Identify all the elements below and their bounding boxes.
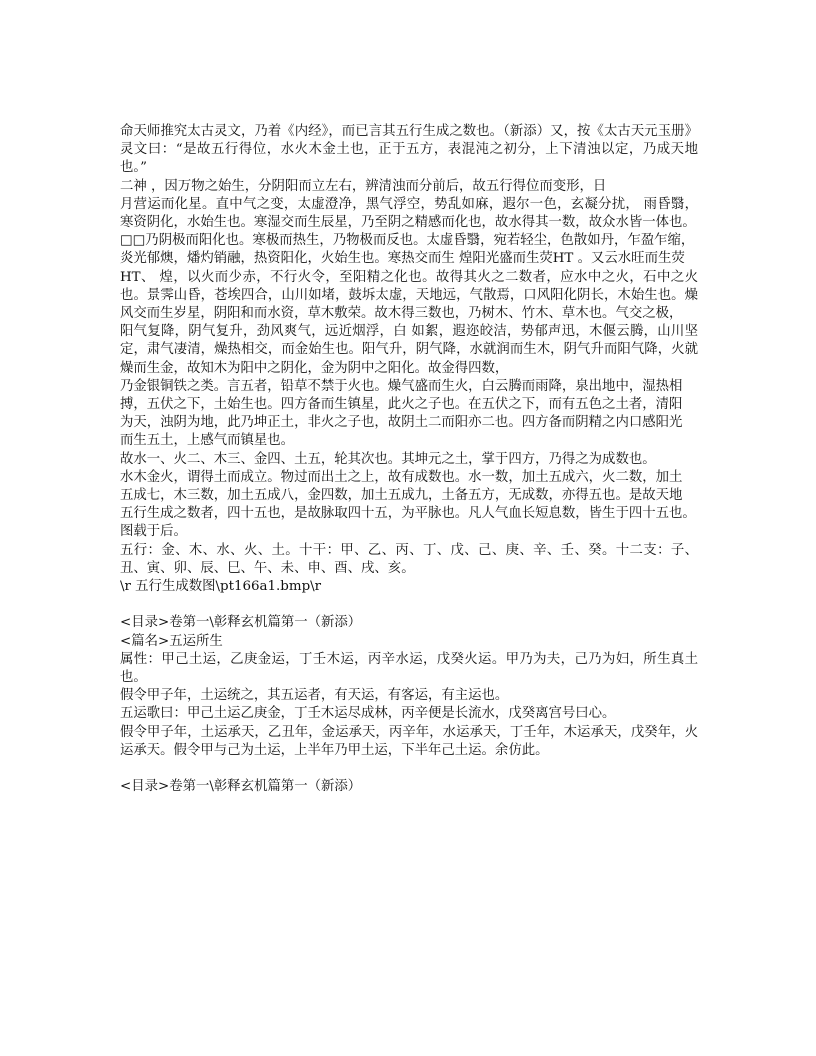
text-line: 假令甲子年，土运承天，乙丑年，金运承天，丙辛年，水运承天，丁壬年，木运承天，戊癸年，火运承天。假令甲与己为土运，上半年乃甲土运，下半年己土运。余仿此。 [120, 724, 698, 758]
document-page [120, 123, 698, 796]
text-line: 炎光郁燠，燔灼销融，热资阳化，火始生也。寒热交而生 煌阳光盛而生荧HT 。又云水旺而生荧 [120, 251, 685, 267]
text-line: 二神 ，因万物之始生，分阴阳而立左右，辨清浊而分前后，故五行得位而变形，日 [120, 178, 607, 194]
text-line: 而生五土，上感气而镇星也。 [120, 433, 295, 449]
blank-line [120, 760, 698, 778]
text-line: □□乃阴极而阳化也。寒极而热生，乃物极而反也。太虚昏翳，宛若轻尘，色散如丹，乍盈乍缩， [120, 233, 695, 249]
text-line: 为天，浊阴为地，此乃坤正土，非火之子也，故阴土二而阳亦二也。四方备而阴精之内口感阳光 [120, 415, 683, 431]
text-line: 图载于后。 [120, 524, 187, 540]
text-line: 阳气复降，阴气复升，劲风爽气，远近烟浮，白 如絮，遐迩皎洁，势郁声迅，木偃云腾，山川坚定，肃气凄清，燥热相交，而金始生也。阳气升，阴气降，水就润而生木，阴气升而阳气降，火就燥而生金，故知木为阳中之阴化，金为阴中之阳化。故金得四数， [120, 324, 698, 376]
catalog-heading: <目录>卷第一\彰释玄机篇第一（新添） [120, 779, 362, 795]
text-line: 五行生成之数者，四十五也，是故脉取四十五，为平脉也。凡人气血长短息数，皆生于四十五也。 [120, 506, 696, 522]
text-line: HT、 煌，以火而少赤，不行火令，至阳精之化也。故得其火之二数者，应水中之火，石中之火也。景霁山昏，苍埃四合，山川如堵，鼓坼太虚，天地远，气散焉，口风阳化阴长，木始生也。燥风交而生岁星，阴阳和而水资，草木敷荣。故木得三数也，乃树木、竹木、草木也。气交之极， [120, 269, 698, 322]
image-placeholder-line: \r 五行生成数图\pt166a1.bmp\r [120, 579, 322, 595]
text-line: 故水一、火二、木三、金四、土五，轮其次也。其坤元之土，掌于四方，乃得之为成数也。 [120, 451, 656, 467]
text-line: 五运歌曰：甲己土运乙庚金，丁壬木运尽成林，丙辛便是长流水，戊癸离宫号曰心。 [120, 706, 616, 722]
section-title: <篇名>五运所生 [120, 633, 223, 649]
text-line: 乃金银铜铁之类。言五者，铅草不禁于火也。燥气盛而生火，白云腾而雨降，泉出地中，湿热相 [120, 378, 683, 394]
text-line: 水木金火，谓得土而成立。物过而出土之上，故有成数也。水一数，加土五成六，火二数，加土 [120, 469, 683, 485]
text-line: 月营运而化星。直中气之变，太虚澄净，黑气浮空，势乱如麻，遐尔一色，玄凝分扰， 雨昏翳，寒资阴化，水始生也。寒湿交而生辰星，乃至阴之精感而化也，故水得其一数，故众水皆一体也。 [120, 196, 698, 231]
catalog-heading: <目录>卷第一\彰释玄机篇第一（新添） [120, 615, 362, 631]
text-line: 命天师推究太古灵文，乃着《内经》，而已言其五行生成之数也。（新添）又，按《太古天元玉册》灵文曰：“是故五行得位，水火木金土也，正于五方，表混沌之初分，上下清浊以定，乃成天地也。” [120, 124, 698, 176]
blank-line [120, 596, 698, 614]
text-line: 五行：金、木、水、火、土。十干：甲、乙、丙、丁、戊、己、庚、辛、壬、癸。十二支：子、丑、寅、卯、辰、巳、午、未、申、酉、戌、亥。 [120, 542, 698, 576]
text-line: 假令甲子年，土运统之，其五运者，有天运，有客运，有主运也。 [120, 688, 509, 704]
text-line: 搏，五伏之下，土始生也。四方备而生镇星，此火之子也。在五伏之下，而有五色之土者，清阳 [120, 397, 683, 413]
text-line: 属性：甲己土运，乙庚金运，丁壬木运，丙辛水运，戊癸火运。甲乃为夫，己乃为妇，所生真土也。 [120, 651, 698, 686]
text-line: 五成七，木三数，加土五成八，金四数，加土五成九，土备五方，无成数，亦得五也。是故天地 [120, 488, 683, 504]
